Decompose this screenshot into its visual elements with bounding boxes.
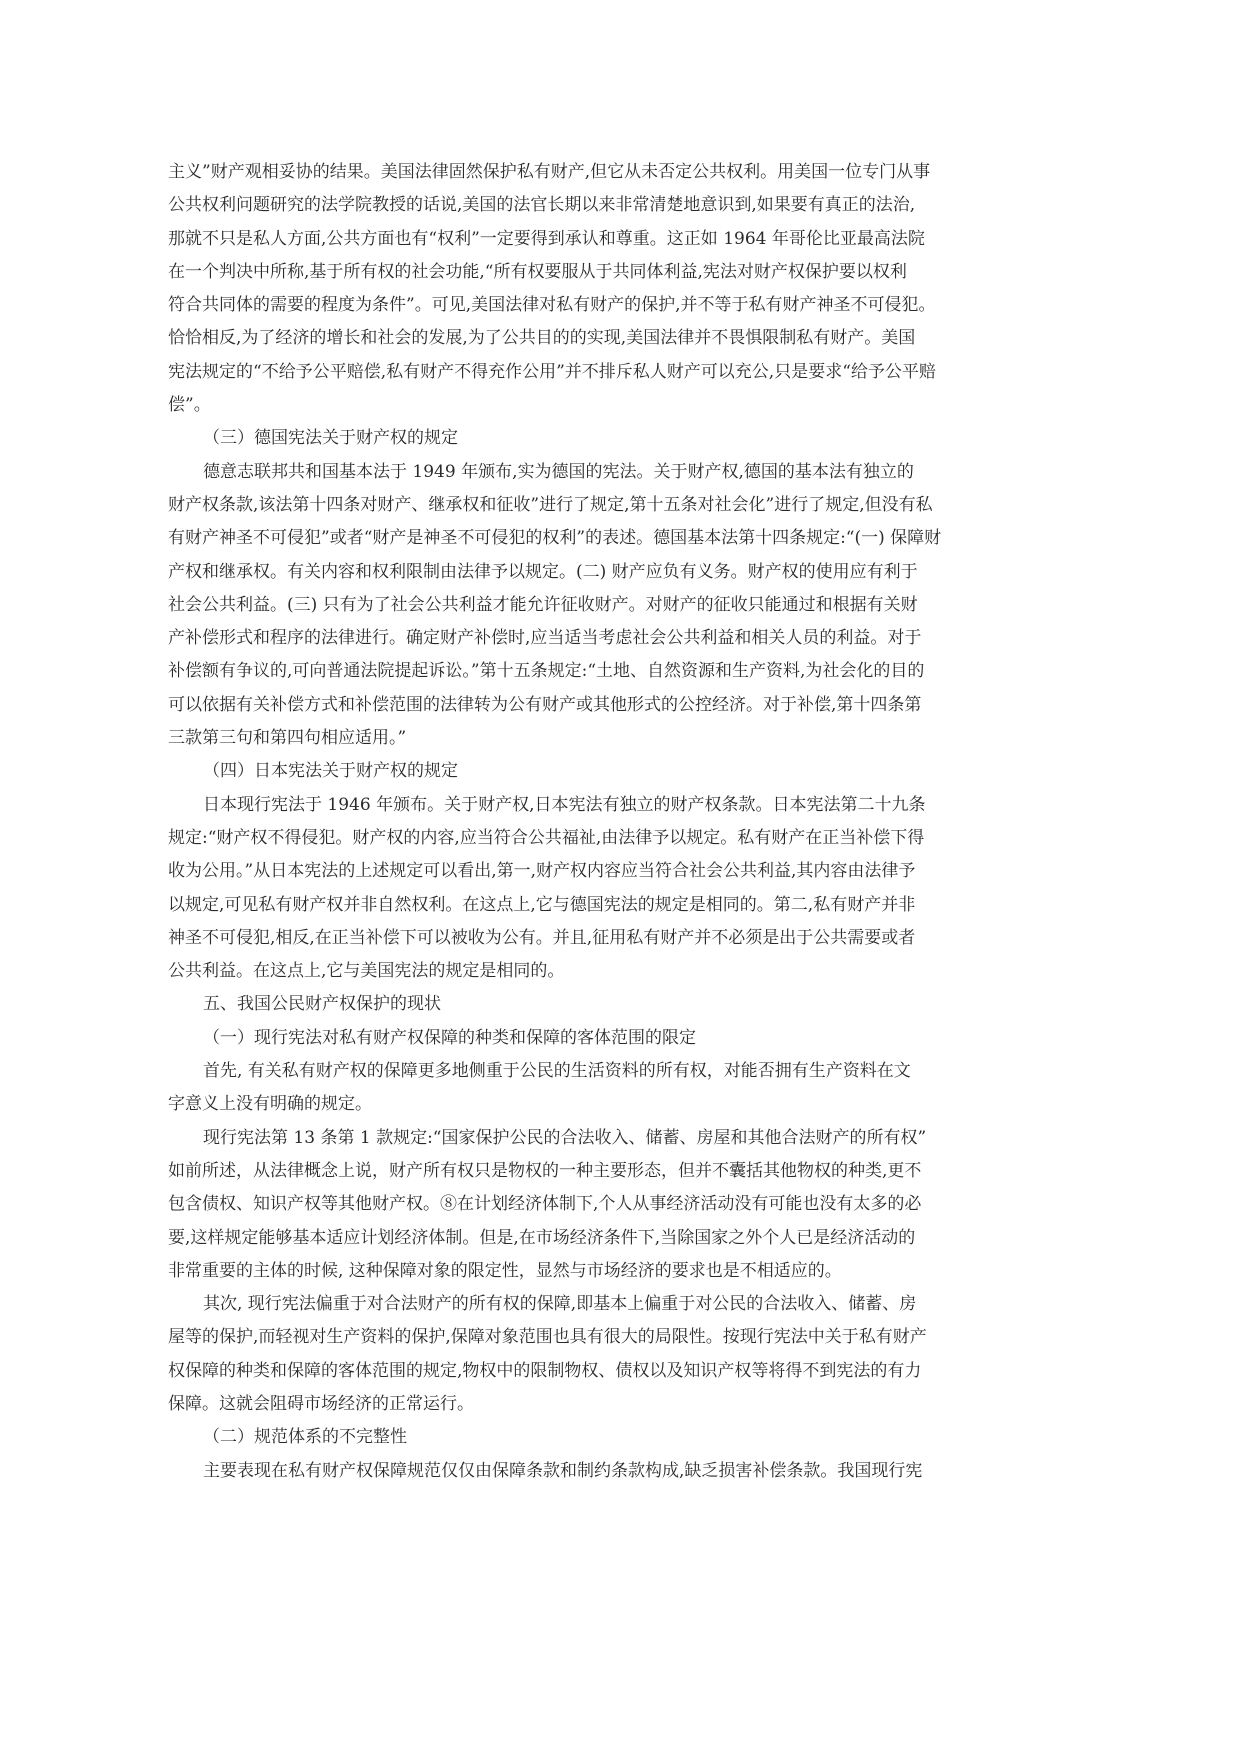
text-line: 符合共同体的需要的程度为条件”。可见,美国法律对私有财产的保护,并不等于私有财产神圣不可侵犯。 — [168, 295, 936, 316]
text-line: 在一个判决中所称,基于所有权的社会功能,“所有权要服从于共同体利益,宪法对财产权保护要以权利 — [168, 261, 907, 282]
body-paragraph — [168, 789, 1036, 989]
text-line: 产补偿形式和程序的法律进行。确定财产补偿时,应当适当考虑社会公共利益和相关人员的利益。对于 — [168, 628, 922, 649]
section-heading — [168, 1022, 1036, 1055]
text-line: 其次, 现行宪法偏重于对合法财产的所有权的保障,即基本上偏重于对公民的合法收入、储蓄、房 — [203, 1294, 917, 1315]
text-line: 权保障的种类和保障的客体范围的规定,物权中的限制物权、债权以及知识产权等将得不到宪法的有力 — [168, 1360, 922, 1381]
section-heading — [168, 755, 1036, 788]
body-paragraph — [168, 456, 1036, 756]
text-line: 公共权利问题研究的法学院教授的话说,美国的法官长期以来非常清楚地意识到,如果要有真正的法治, — [168, 195, 916, 216]
text-line: 如前所述，从法律概念上说，财产所有权只是物权的一种主要形态，但并不囊括其他物权的种类,更不 — [168, 1160, 922, 1181]
text-line: 非常重要的主体的时候, 这种保障对象的限定性，显然与市场经济的要求也是不相适应的。 — [168, 1260, 842, 1281]
body-paragraph — [168, 1122, 1036, 1288]
text-line: （二）规范体系的不完整性 — [203, 1427, 407, 1448]
text-line: 三款第三句和第四句相应适用。” — [168, 728, 407, 749]
document-text — [168, 156, 1036, 1488]
text-line: （一）现行宪法对私有财产权保障的种类和保障的客体范围的限定 — [203, 1027, 696, 1048]
text-line: 产权和继承权。有关内容和权利限制由法律予以规定。(二) 财产应负有义务。财产权的使用应有利于 — [168, 561, 918, 582]
body-paragraph — [168, 156, 1036, 422]
text-line: 首先, 有关私有财产权的保障更多地侧重于公民的生活资料的所有权，对能否拥有生产资料在文 — [203, 1061, 911, 1082]
text-line: 规定:“财产权不得侵犯。财产权的内容,应当符合公共福祉,由法律予以规定。私有财产在正当补偿下得 — [168, 827, 925, 848]
text-line: 主义”财产观相妥协的结果。美国法律固然保护私有财产,但它从未否定公共权利。用美国一位专门从事 — [168, 162, 931, 182]
text-line: 财产权条款,该法第十四条对财产、继承权和征收”进行了规定,第十五条对社会化”进行了规定,但没有私 — [168, 494, 933, 515]
text-line: 德意志联邦共和国基本法于 1949 年颁布,实为德国的宪法。关于财产权,德国的基本法有独立的 — [203, 461, 914, 482]
body-paragraph — [168, 1055, 1036, 1122]
text-line: 那就不只是私人方面,公共方面也有“权利”一定要得到承认和尊重。这正如 1964 年哥伦比亚最高法院 — [168, 228, 925, 249]
text-line: 神圣不可侵犯,相反,在正当补偿下可以被收为公有。并且,征用私有财产并不必须是出于公共需要或者 — [168, 927, 916, 948]
text-line: 字意义上没有明确的规定。 — [168, 1094, 372, 1115]
body-paragraph — [168, 1455, 1036, 1488]
text-line: 现行宪法第 13 条第 1 款规定:“国家保护公民的合法收入、储蓄、房屋和其他合法财产的所有权” — [203, 1127, 927, 1148]
text-line: 恰恰相反,为了经济的增长和社会的发展,为了公共目的的实现,美国法律并不畏惧限制私有财产。美国 — [168, 328, 916, 349]
text-line: 以规定,可见私有财产权并非自然权利。在这点上,它与德国宪法的规定是相同的。第二,私有财产并非 — [168, 894, 916, 915]
text-line: 五、我国公民财产权保护的现状 — [203, 994, 441, 1015]
text-line: 保障。这就会阻碍市场经济的正常运行。 — [168, 1393, 474, 1414]
text-line: 要,这样规定能够基本适应计划经济体制。但是,在市场经济条件下,当除国家之外个人已是经济活动的 — [168, 1227, 916, 1248]
text-line: 主要表现在私有财产权保障规范仅仅由保障条款和制约条款构成,缺乏损害补偿条款。我国现行宪 — [203, 1460, 923, 1481]
body-paragraph — [168, 1288, 1036, 1421]
text-line: 偿”。 — [168, 395, 211, 416]
text-line: 补偿额有争议的,可向普通法院提起诉讼。”第十五条规定:“土地、自然资源和生产资料,为社会化的目的 — [168, 661, 925, 682]
section-heading — [168, 422, 1036, 455]
text-line: 公共利益。在这点上,它与美国宪法的规定是相同的。 — [168, 961, 565, 982]
text-line: 宪法规定的“不给予公平赔偿,私有财产不得充作公用”并不排斥私人财产可以充公,只是要求“给予公平赔 — [168, 361, 936, 382]
text-line: 社会公共利益。(三) 只有为了社会公共利益才能允许征收财产。对财产的征收只能通过和根据有关财 — [168, 594, 918, 615]
text-line: 可以依据有关补偿方式和补偿范围的法律转为公有财产或其他形式的公控经济。对于补偿,第十四条第 — [168, 694, 922, 715]
text-line: （四）日本宪法关于财产权的规定 — [203, 761, 458, 782]
text-line: （三）德国宪法关于财产权的规定 — [203, 428, 458, 449]
section-heading — [168, 1421, 1036, 1454]
section-heading — [168, 988, 1036, 1021]
text-line: 屋等的保护,而轻视对生产资料的保护,保障对象范围也具有很大的局限性。按现行宪法中关于私有财产 — [168, 1327, 927, 1348]
text-line: 包含债权、知识产权等其他财产权。⑧在计划经济体制下,个人从事经济活动没有可能也没有太多的必 — [168, 1194, 922, 1215]
text-line: 日本现行宪法于 1946 年颁布。关于财产权,日本宪法有独立的财产权条款。日本宪法第二十九条 — [203, 794, 926, 815]
text-line: 有财产神圣不可侵犯”或者“财产是神圣不可侵犯的权利”的表述。德国基本法第十四条规定:“(一) 保障财 — [168, 528, 942, 549]
text-line: 收为公用。”从日本宪法的上述规定可以看出,第一,财产权内容应当符合社会公共利益,其内容由法律予 — [168, 861, 916, 882]
